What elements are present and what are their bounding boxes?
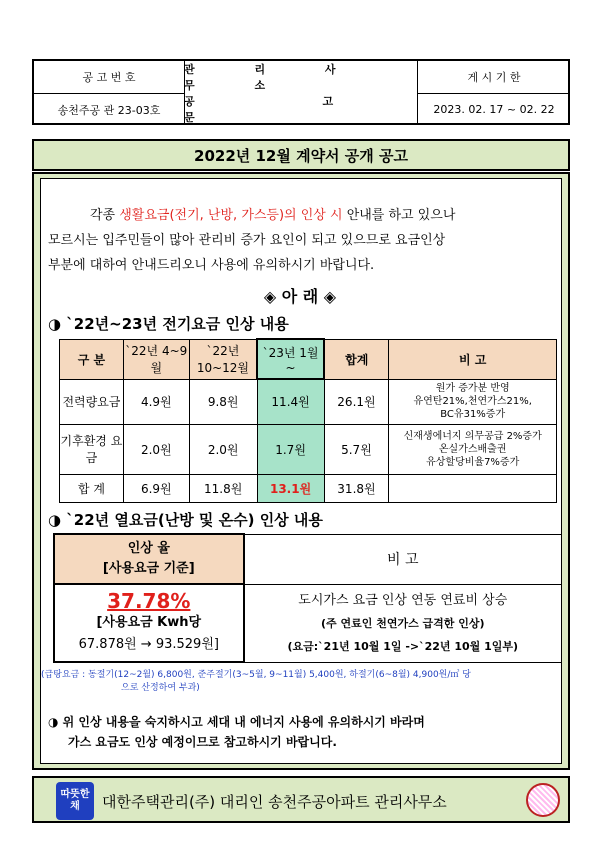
cell-note xyxy=(389,474,557,502)
note-line: 도시가스 요금 인상 연동 연료비 상승 xyxy=(298,592,508,608)
cell-value: 4.9원 xyxy=(123,379,189,424)
notice-number: 송천주공 관 23-03호 xyxy=(57,103,161,117)
rate-header: 인상 율 [사용요금 기준] xyxy=(54,534,244,584)
cell-sum: 31.8원 xyxy=(324,474,389,502)
table-header: `23년 1월~ xyxy=(257,339,324,379)
row-name: 기후환경 요금 xyxy=(60,424,124,474)
table-header: 구 분 xyxy=(60,339,124,379)
cell-value: 9.8원 xyxy=(189,379,257,424)
table-header: `22년 10~12월 xyxy=(189,339,257,379)
heat-table xyxy=(53,533,562,663)
table-row xyxy=(60,474,557,502)
cell-value: 1.7원 xyxy=(257,424,324,474)
cell-sum: 5.7원 xyxy=(324,424,389,474)
cell-value: 11.8원 xyxy=(189,474,257,502)
table-header: 비 고 xyxy=(389,339,557,379)
note-line: (주 연료인 천연가스 급격한 인상) xyxy=(321,616,485,630)
notice-number-label: 공 고 번 호 xyxy=(82,71,136,84)
note-header: 비 고 xyxy=(244,534,562,584)
cell-note: 신재생에너지 의무공급 2%증가 온실가스배출권 유상할당비율7%증가 xyxy=(389,424,557,474)
rate-cell xyxy=(54,584,244,662)
intro-line-1: 각종 생활요금(전기, 난방, 가스등)의 인상 시 안내를 하고 있으나 xyxy=(90,208,456,223)
cell-sum: 26.1원 xyxy=(324,379,389,424)
note-cell xyxy=(244,584,562,662)
intro-line-3: 부분에 대하여 안내드리오니 사용에 유의하시기 바랍니다. xyxy=(48,258,375,273)
office-title: 관 리 사 무 소 xyxy=(184,63,364,92)
section-heat-heading: ◑ `22년 열요금(난방 및 온수) 인상 내용 xyxy=(48,511,323,529)
posting-period: 2023. 02. 17 ~ 02. 22 xyxy=(433,103,555,116)
posting-period-label: 게 시 기 한 xyxy=(467,71,521,84)
cell-note: 원가 증가분 반영 유연탄21%,천연가스21%, BC유31%증가 xyxy=(389,379,557,424)
table-row xyxy=(60,379,557,424)
electricity-table xyxy=(59,338,557,503)
note-line: (요금:`21년 10월 1일 ->`22년 10월 1일부) xyxy=(287,639,519,653)
document-title: 2022년 12월 계약서 공개 공고 xyxy=(32,139,570,171)
intro-line-2: 모르시는 입주민들이 많아 관리비 증가 요인이 되고 있으므로 요금인상 xyxy=(48,233,446,248)
logo: 따뜻한 채 xyxy=(56,782,94,820)
table-header: 합계 xyxy=(324,339,389,379)
rate-value: 37.78% xyxy=(107,589,191,613)
closing-note: ◑ 위 인상 내용을 숙지하시고 세대 내 에너지 사용에 유의하시기 바라며 가스 요금도 인상 예정이므로 참고하시기 바랍니다. xyxy=(48,715,425,749)
cell-value: 13.1원 xyxy=(257,474,324,502)
organization-name: 대한주택관리(주) 대리인 송천주공아파트 관리사무소 xyxy=(102,793,447,811)
rate-change: 67.878원 → 93.529원] xyxy=(78,637,219,652)
hot-water-footnote: (급탕요금 : 동절기(12~2월) 6,800원, 준주절기(3~5월, 9~11월) 5,400원, 하절기(6~8월) 4,900원/㎥ 당 으로 산정하여 부과) xyxy=(41,670,471,693)
row-name: 전력량요금 xyxy=(60,379,124,424)
highlight-text: 생활요금(전기, 난방, 가스등)의 인상 시 xyxy=(119,208,343,223)
table-row xyxy=(60,424,557,474)
notice-header xyxy=(32,59,570,125)
section-electricity-heading: ◑ `22년~23년 전기요금 인상 내용 xyxy=(48,315,289,333)
cell-value: 6.9원 xyxy=(123,474,189,502)
cell-value: 2.0원 xyxy=(123,424,189,474)
cell-value: 2.0원 xyxy=(189,424,257,474)
seal-icon xyxy=(526,783,560,817)
table-header: `22년 4~9월 xyxy=(123,339,189,379)
notice-title: 공 고 문 xyxy=(184,95,396,124)
ah-heading: ◈ 아 래 ◈ xyxy=(263,287,337,306)
cell-value: 11.4원 xyxy=(257,379,324,424)
rate-basis: [사용요금 Kwh당 xyxy=(96,615,202,630)
row-name: 합 계 xyxy=(60,474,124,502)
